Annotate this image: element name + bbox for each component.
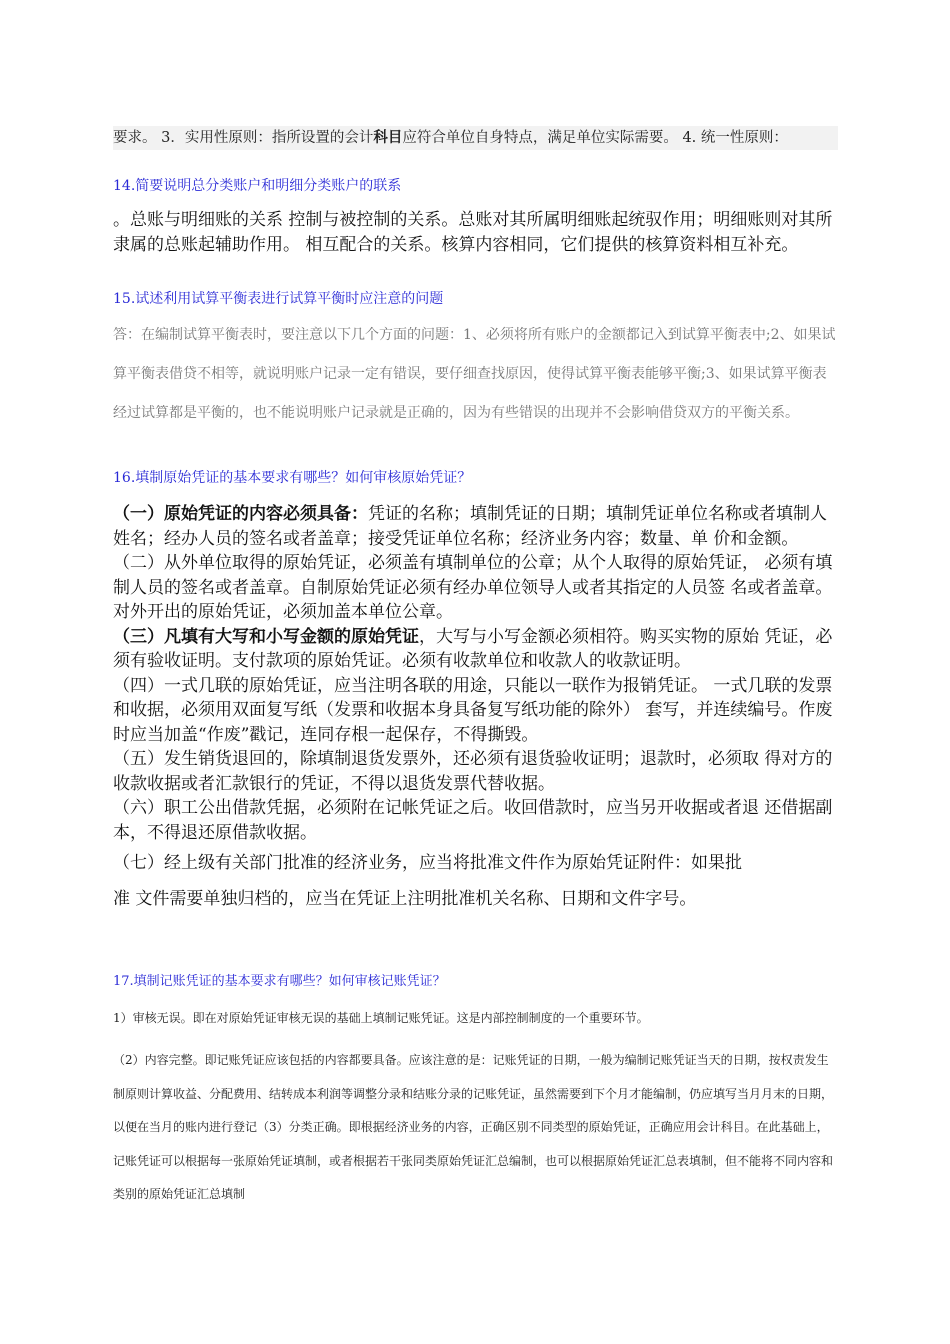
question-14-answer: 。总账与明细账的关系 控制与被控制的关系。总账对其所属明细账起统驭作用；明细账则对其所隶属的总账起辅助作用。 相互配合的关系。核算内容相同，它们提供的核算资料相互补充。: [113, 210, 833, 255]
q16-item-5: [113, 747, 838, 796]
question-16-title: 16.填制原始凭证的基本要求有哪些？如何审核原始凭证？: [113, 470, 472, 486]
q16-item-4: [113, 674, 838, 748]
q16-item-3-bold: （三）凡填有大写和小写金额的原始凭证: [113, 626, 419, 647]
q16-item-4-text: （四）一式几联的原始凭证，应当注明各联的用途，只能以一联作为报销凭证。 一式几联的发票和收据，必须用双面复写纸（发票和收据本身具备复写纸功能的除外） 套写，并连续编号。作废时应当加盖“作废”戳记，连同存根一起保存，不得撕毁。: [113, 675, 833, 745]
question-17-paragraph-2: （2）内容完整。即记账凭证应该包括的内容都要具备。应该注意的是：记账凭证的日期，一般为编制记账凭证当天的日期，按权责发生制原则计算收益、分配费用、结转成本利润等调整分录和结账分录的记账凭证，虽然需要到下个月才能编制，仍应填写当月月末的日期，以便在当月的账内进行登记（3）分类正确。即根据经济业务的内容，正确区别不同类型的原始凭证，正确应用会计科目。在此基础上，记账凭证可以根据每一张原始凭证填制，或者根据若干张同类原始凭证汇总编制，也可以根据原始凭证汇总表填制，但不能将不同内容和类别的原始凭证汇总填制: [113, 1053, 834, 1202]
question-17-line-1: 1）审核无误。即在对原始凭证审核无误的基础上填制记账凭证。这是内部控制制度的一个重要环节。: [113, 1011, 649, 1025]
q16-item-3-text: ，大写与小写金额必须相符。购买实物的原始 凭证，必须有验收证明。支付款项的原始凭证。必须有收款单位和收款人的收款证明。: [113, 626, 833, 671]
question-14-title: 14.简要说明总分类账户和明细分类账户的联系: [113, 178, 402, 194]
section-13-tail: [113, 126, 838, 150]
q16-item-1: [113, 502, 838, 551]
question-16-answer: [113, 502, 838, 917]
section-13-text-2: 应符合单位自身特点，满足单位实际需要。 4. 统一性原则：: [402, 130, 788, 146]
section-13-bold: 科目: [373, 129, 403, 146]
q16-item-7-line-1: （七）经上级有关部门批准的经济业务，应当将批准文件作为原始凭证附件：如果批: [113, 853, 742, 873]
q16-item-1-text: 凭证的名称；填制凭证的日期；填制凭证单位名称或者填制人姓名；经办人员的签名或者盖章；接受凭证单位名称；经济业务内容；数量、单 价和金额。: [113, 504, 827, 549]
q16-item-3: [113, 625, 838, 674]
section-13-text-1: 要求。 3．实用性原则：指所设置的会计: [113, 130, 374, 146]
q16-item-1-bold: （一）原始凭证的内容必须具备：: [113, 504, 368, 524]
q16-item-6: [113, 796, 838, 845]
question-17-title: 17.填制记账凭证的基本要求有哪些？如何审核记账凭证？: [113, 974, 446, 989]
q16-item-5-text: （五）发生销货退回的，除填制退货发票外，还必须有退货验收证明；退款时，必须取 得对方的收款收据或者汇款银行的凭证，不得以退货发票代替收据。: [113, 749, 833, 794]
q16-item-6-text: （六）职工公出借款凭据，必须附在记帐凭证之后。收回借款时，应当另开收据或者退 还借据副本，不得退还原借款收据。: [113, 798, 833, 843]
question-15-title: 15.试述利用试算平衡表进行试算平衡时应注意的问题: [113, 291, 444, 307]
q16-item-7: [113, 845, 838, 917]
q16-item-2: [113, 551, 838, 625]
q16-item-2-text: （二）从外单位取得的原始凭证，必须盖有填制单位的公章；从个人取得的原始凭证， 必须有填制人员的签名或者盖章。自制原始凭证必须有经办单位领导人或者其指定的人员签 名或者盖章。对外开出的原始凭证，必须加盖本单位公章。: [113, 553, 833, 622]
question-15-answer: 答：在编制试算平衡表时，要注意以下几个方面的问题：1、必须将所有账户的金额都记入到试算平衡表中;2、如果试算平衡表借贷不相等，就说明账户记录一定有错误，要仔细查找原因，使得试算平衡表能够平衡;3、如果试算平衡表经过试算都是平衡的，也不能说明账户记录就是正确的，因为有些错误的出现并不会影响借贷双方的平衡关系。: [113, 327, 836, 421]
q16-item-7-line-2: 准 文件需要单独归档的，应当在凭证上注明批准机关名称、日期和文件字号。: [113, 889, 697, 909]
